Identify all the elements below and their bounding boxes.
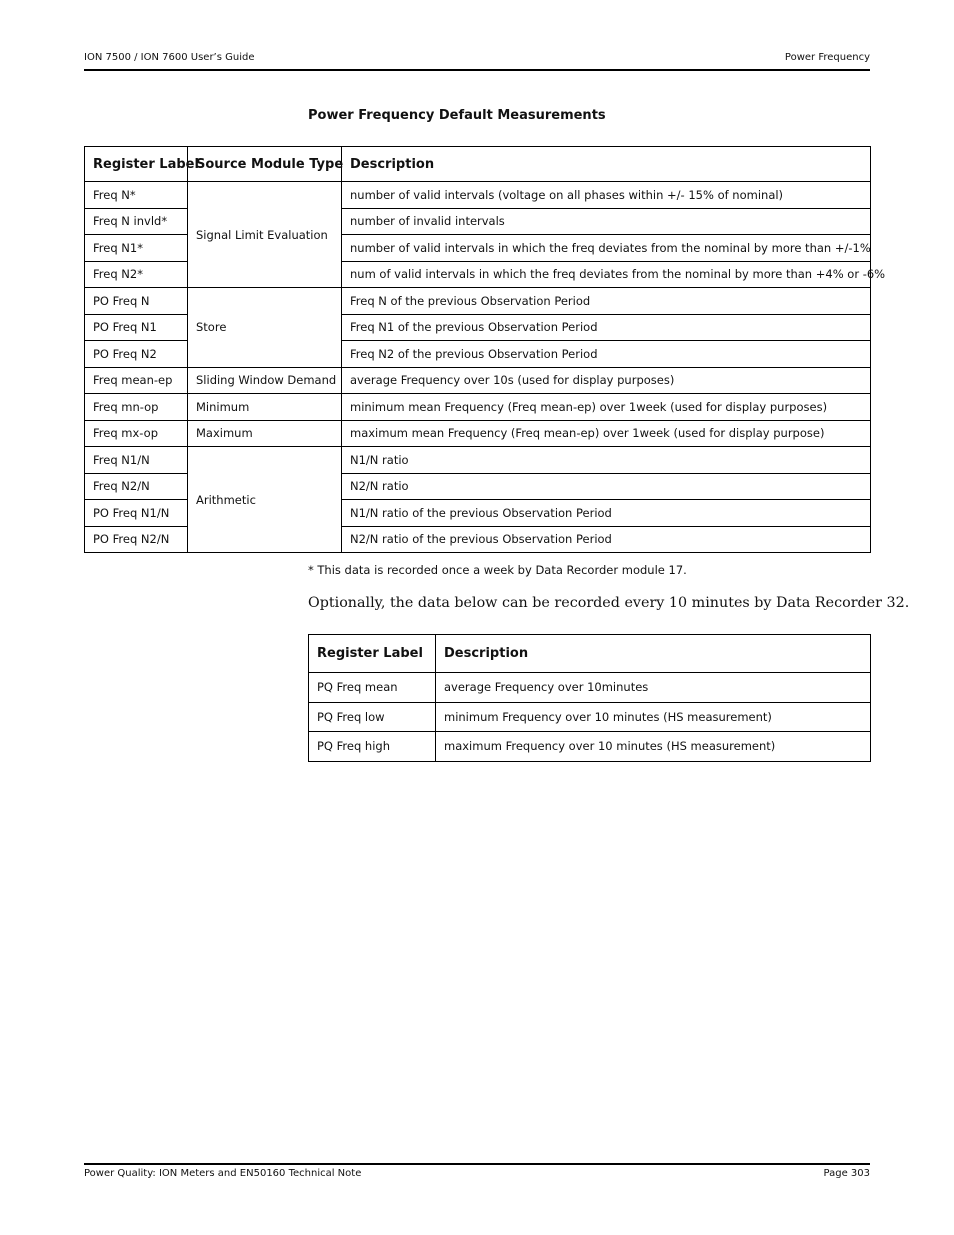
header-doc-title: ION 7500 / ION 7600 User’s Guide [84,52,255,63]
register-label: Freq mx-op [85,420,188,447]
source-module-type: Signal Limit Evaluation [188,182,342,288]
register-label: PQ Freq high [309,732,436,762]
register-label: PO Freq N [85,288,188,315]
header-section: Power Frequency [784,52,870,63]
register-label: Freq mn-op [85,394,188,421]
description: number of valid intervals (voltage on all phases within +/- 15% of nominal) [342,182,871,209]
table-header-row [85,147,871,182]
register-label: Freq N* [85,182,188,209]
col-header-register-label: Register Label [85,147,188,182]
measurements-table [84,146,886,553]
register-label: Freq N1* [85,235,188,262]
header-rule [84,69,870,71]
description: average Frequency over 10s (used for display purposes) [342,367,871,394]
description: num of valid intervals in which the freq deviates from the nominal by more than +4% or -6% [342,261,871,288]
description: average Frequency over 10minutes [436,673,871,703]
description: Freq N2 of the previous Observation Period [342,341,871,368]
description: Freq N of the previous Observation Period [342,288,871,315]
register-label: PQ Freq low [309,702,436,732]
description: Freq N1 of the previous Observation Period [342,314,871,341]
table-row [309,702,871,732]
page-number: Page 303 [823,1168,870,1179]
optional-recording-table [308,634,871,762]
description: minimum Frequency over 10 minutes (HS measurement) [436,702,871,732]
col-header-register-label: Register Label [309,635,436,673]
description: number of valid intervals in which the freq deviates from the nominal by more than +/-1% [342,235,871,262]
table-title: Power Frequency Default Measurements [308,108,606,123]
table-row [309,732,871,762]
col-header-source-module-type: Source Module Type [188,147,342,182]
table-row [85,182,871,209]
table-row [85,394,871,421]
register-label: PO Freq N1/N [85,500,188,527]
footer-rule [84,1163,870,1165]
description: N2/N ratio [342,473,871,500]
page-header [84,52,870,63]
register-label: Freq N1/N [85,447,188,474]
register-label: Freq N2* [85,261,188,288]
table-row [85,367,871,394]
description: N1/N ratio [342,447,871,474]
source-module-type: Store [188,288,342,368]
register-label: PQ Freq mean [309,673,436,703]
table-row [309,673,871,703]
table-row [85,447,871,474]
source-module-type: Minimum [188,394,342,421]
register-label: PO Freq N2/N [85,526,188,553]
register-label: Freq N invld* [85,208,188,235]
col-header-description: Description [342,147,871,182]
description: number of invalid intervals [342,208,871,235]
description: N2/N ratio of the previous Observation Period [342,526,871,553]
table-row [85,288,871,315]
description: N1/N ratio of the previous Observation Period [342,500,871,527]
col-header-description: Description [436,635,871,673]
description: maximum mean Frequency (Freq mean-ep) over 1week (used for display purpose) [342,420,871,447]
description: minimum mean Frequency (Freq mean-ep) over 1week (used for display purposes) [342,394,871,421]
source-module-type: Maximum [188,420,342,447]
body-paragraph: Optionally, the data below can be recorded every 10 minutes by Data Recorder 32. [308,595,910,611]
description: maximum Frequency over 10 minutes (HS measurement) [436,732,871,762]
footnote: * This data is recorded once a week by Data Recorder module 17. [308,563,687,577]
register-label: Freq mean-ep [85,367,188,394]
register-label: PO Freq N2 [85,341,188,368]
footer-doc-title: Power Quality: ION Meters and EN50160 Technical Note [84,1168,362,1179]
table-row [85,420,871,447]
register-label: PO Freq N1 [85,314,188,341]
source-module-type: Arithmetic [188,447,342,553]
table-header-row [309,635,871,673]
source-module-type: Sliding Window Demand [188,367,342,394]
page-footer [84,1168,870,1179]
register-label: Freq N2/N [85,473,188,500]
